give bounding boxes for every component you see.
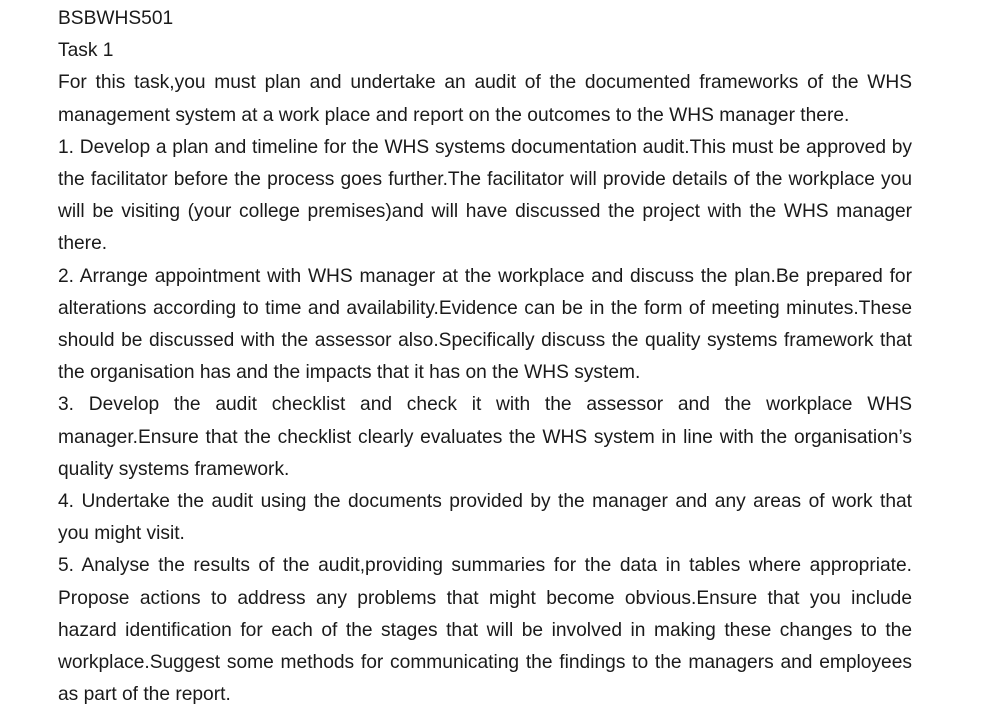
step-5: 5. Analyse the results of the audit,providing summaries for the data in tables where appropriate. Propose actions to address any problems that might become obvious.Ensure that you include hazard identification for each of the stages that will be involved in making these changes to the workplace.Suggest some methods for communicating the findings to the managers and employees as part of the report. (58, 555, 912, 706)
step-1: 1. Develop a plan and timeline for the WHS systems documentation audit.This must be approved by the facilitator before the process goes further.The facilitator will provide details of the workplace you will be visiting (your college premises)and will have discussed the project with the WHS manager there. (58, 136, 912, 255)
document-body (58, 3, 912, 711)
step-4: 4. Undertake the audit using the documents provided by the manager and any areas of work that you might visit. (58, 491, 912, 545)
step-3: 3. Develop the audit checklist and check it with the assessor and the workplace WHS manager.Ensure that the checklist clearly evaluates the WHS system in line with the organisation’s quality systems framework. (58, 394, 912, 480)
course-code: BSBWHS501 (58, 8, 174, 29)
task-intro: For this task,you must plan and undertake an audit of the documented frameworks of the WHS management system at a work place and report on the outcomes to the WHS manager there. (58, 72, 912, 126)
step-2: 2. Arrange appointment with WHS manager at the workplace and discuss the plan.Be prepared for alterations according to time and availability.Evidence can be in the form of meeting minutes.These should be discussed with the assessor also.Specifically discuss the quality systems framework that the organisation has and the impacts that it has on the WHS system. (58, 265, 912, 384)
task-title: Task 1 (58, 40, 114, 62)
